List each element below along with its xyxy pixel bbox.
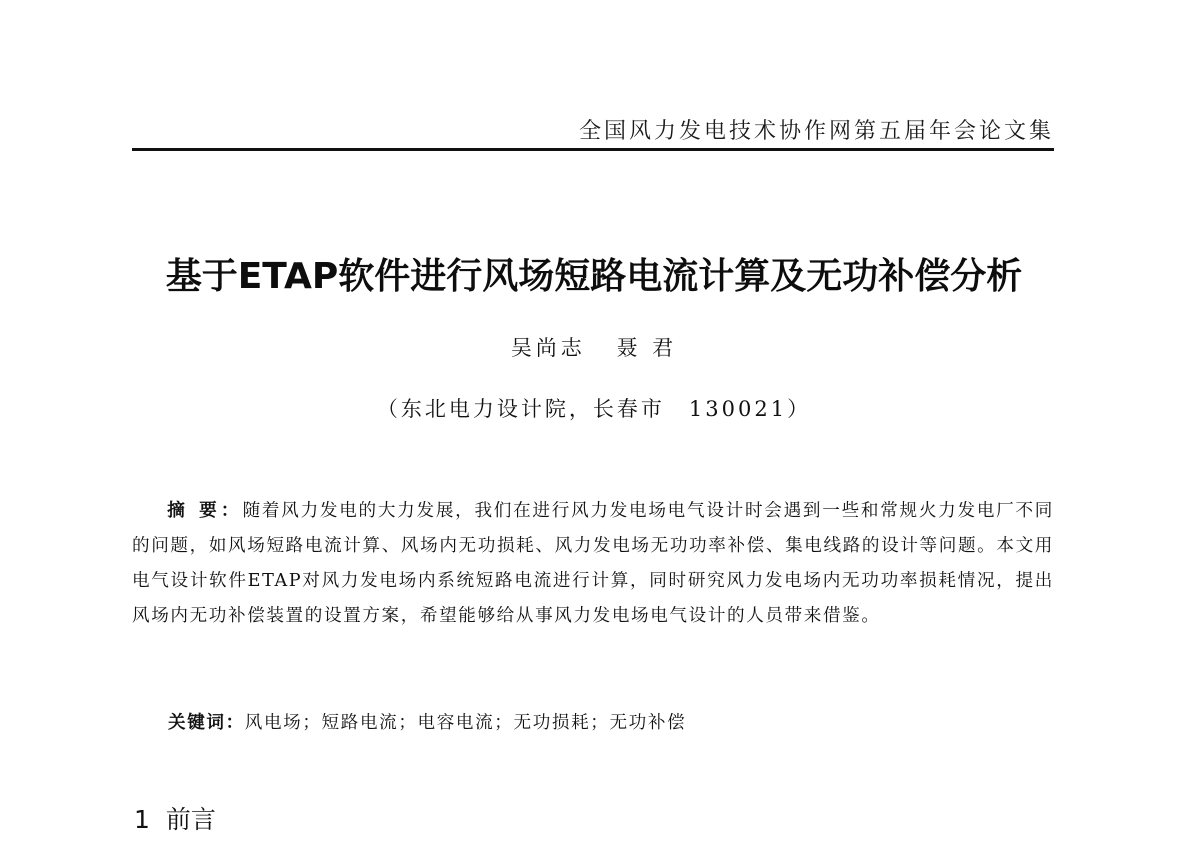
paper-title: 基于ETAP软件进行风场短路电流计算及无功补偿分析	[165, 256, 1023, 297]
running-header: 全国风力发电技术协作网第五届年会论文集	[578, 119, 1054, 144]
abstract-label: 摘 要：	[167, 501, 243, 521]
section-title: 前言	[165, 805, 216, 834]
header-rule	[132, 148, 1054, 151]
keywords-text: 风电场；短路电流；电容电流；无功损耗；无功补偿	[244, 713, 687, 733]
section-heading	[134, 800, 216, 836]
section-number: 1	[134, 805, 150, 834]
affiliation: （东北电力设计院，长春市 130021）	[376, 397, 812, 421]
author-1: 吴尚志	[510, 336, 586, 360]
keywords	[168, 706, 1054, 741]
author-2: 聂 君	[616, 336, 678, 360]
authors	[0, 332, 1188, 362]
keywords-label: 关键词：	[168, 713, 245, 733]
abstract	[132, 494, 1054, 634]
abstract-text: 随着风力发电的大力发展，我们在进行风力发电场电气设计时会遇到一些和常规火力发电厂不同的问题，如风场短路电流计算、风场内无功损耗、风力发电场无功功率补偿、集电线路的设计等问题。本文用电气设计软件ETAP对风力发电场内系统短路电流进行计算，同时研究风力发电场内无功功率损耗情况，提出风场内无功补偿装置的设置方案，希望能够给从事风力发电场电气设计的人员带来借鉴。	[132, 501, 1054, 626]
